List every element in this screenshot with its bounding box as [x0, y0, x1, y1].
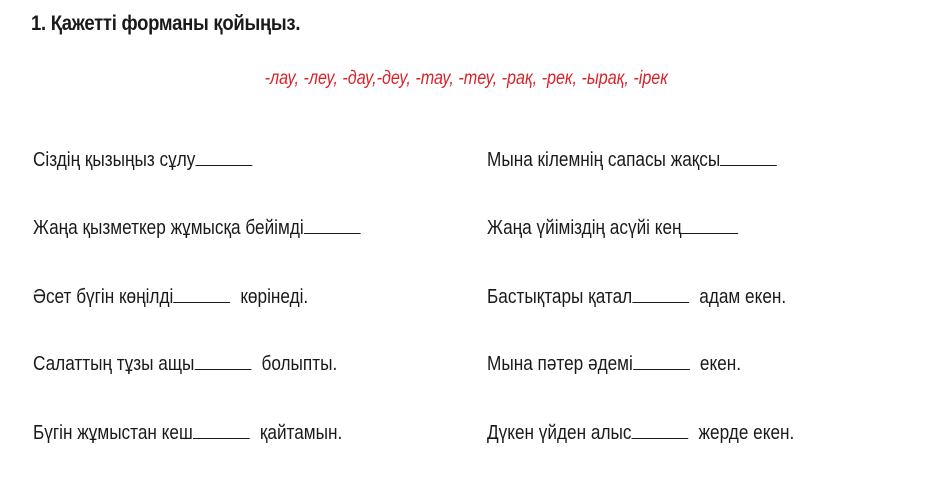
answer-blank[interactable] — [631, 420, 688, 439]
sentence-end: екен. — [699, 353, 742, 375]
answer-blank[interactable] — [682, 215, 739, 234]
sentence-start: Бүгін жұмыстан кеш — [33, 422, 193, 444]
sentence-start: Бастықтары қатал — [487, 286, 633, 308]
answer-blank[interactable] — [173, 284, 230, 303]
answer-blank[interactable] — [633, 351, 690, 370]
sentence-start: Мына кілемнің сапасы жақсы — [487, 149, 721, 171]
answer-blank[interactable] — [720, 147, 777, 166]
sentence-row — [33, 420, 342, 445]
sentence-end: жерде екен. — [698, 422, 795, 444]
answer-blank[interactable] — [304, 215, 361, 234]
answer-blank[interactable] — [194, 351, 251, 370]
sentence-row — [33, 215, 360, 240]
sentence-row — [487, 147, 777, 172]
sentence-row — [33, 284, 308, 309]
sentence-start: Әсет бүгін көңілді — [33, 286, 174, 308]
answer-blank[interactable] — [632, 284, 689, 303]
sentence-row — [33, 147, 252, 172]
sentence-end: қайтамын. — [259, 422, 343, 444]
sentence-start: Салаттың тұзы ащы — [33, 353, 195, 375]
suffix-list-text: -лау, -леу, -дау,-деу, -тау, -теу, -рақ, -рек, -ырақ, -ірек — [264, 68, 669, 89]
sentence-end: болыпты. — [261, 353, 338, 375]
sentence-row — [487, 284, 786, 309]
sentence-end: көрінеді. — [240, 286, 309, 308]
suffix-list — [0, 68, 933, 90]
sentence-start: Дүкен үйден алыс — [487, 422, 632, 444]
sentence-start: Жаңа қызметкер жұмысқа бейімді — [33, 217, 304, 239]
sentence-end: адам екен. — [699, 286, 787, 308]
sentence-start: Сіздің қызыңыз сұлу — [33, 149, 196, 171]
answer-blank[interactable] — [193, 420, 250, 439]
sentence-row — [487, 420, 794, 445]
exercise-title: 1. Қажетті форманы қойыңыз. — [31, 12, 301, 35]
sentence-row — [33, 351, 337, 376]
sentence-row — [487, 215, 738, 240]
sentence-row — [487, 351, 741, 376]
answer-blank[interactable] — [195, 147, 252, 166]
sentence-start: Мына пәтер әдемі — [487, 353, 633, 375]
sentence-start: Жаңа үйіміздің асүйі кең — [487, 217, 682, 239]
